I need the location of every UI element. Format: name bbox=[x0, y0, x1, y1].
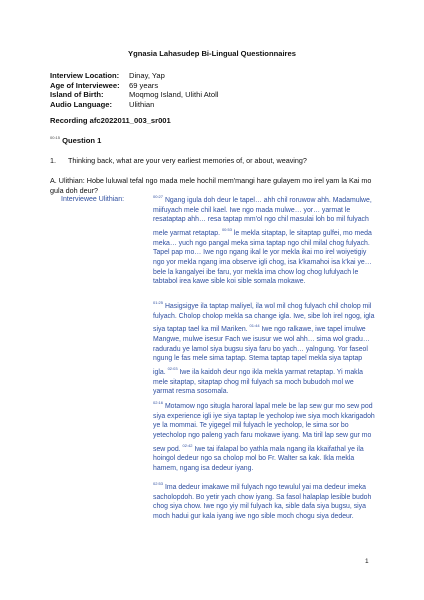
timestamp: 00:53 bbox=[221, 226, 232, 232]
ulithian-question: A. Ulithian: Hobe luluwal tefal ngo mada mele hochil mem'mangi hare gulayem mo irel yam la Kai mo gula doh deur? bbox=[50, 176, 372, 195]
response-text: Iwe ngo ralkawe, iwe tapel imulwe Mangwe, mulwe isesur Fach we isusur we wol ahh… sima wol gradu… raduradu ye lamol siya bugsu siya faru bo yach… yalngung. Yor faseol ngung le fas mele sima taptap. Stema taptap tapel mekla siya taptap igla. bbox=[153, 326, 370, 376]
response-text: Iwe ila kaidoh deur ngo ikla mekla yarmat retaptap. Yi makla mele sitaptap, sitaptap chog mil fulyach sa moch bubudoh mol we yarmat resma sosomala. bbox=[153, 368, 363, 396]
document-title: Ygnasia Lahasudep Bi-Lingual Questionnaires bbox=[128, 49, 296, 58]
meta-value: Moqmog Island, Ulithi Atoll bbox=[129, 90, 219, 100]
speaker-label: Interviewee Ulithian: bbox=[61, 196, 125, 203]
response-text: Motamow ngo situgla haroral lapal mele be lap sew gur mo sew pod siya experience igli iye siya taptap le yecholop iwe siya moch kkarigadoh ye la mommai. Te yigegel mil fulyach le yecholop, le sima sor bo yetecholop ngo paleng yach faru mokawe iyang. Ma tiril lap sew gur mo sew pod. bbox=[153, 403, 375, 453]
meta-row-location bbox=[50, 71, 218, 81]
page-number: 1 bbox=[365, 558, 369, 565]
response-paragraph bbox=[153, 192, 375, 287]
meta-row-age bbox=[50, 81, 218, 91]
timestamp: 01:25 bbox=[153, 300, 164, 305]
timestamp: 00:15 bbox=[50, 135, 61, 140]
recording-id: Recording afc2022011_003_sr001 bbox=[50, 116, 171, 125]
timestamp: 02:03 bbox=[167, 365, 178, 371]
meta-value: 69 years bbox=[129, 80, 159, 90]
response-text: Hasigsigye ila taptap maliyel, ila wol mil chog fulyach chil cholop mil fulyach. Cholop cholop mekla sa change igla. Iwe, sibe loh irel ngog, igla siya taptap tael ka mil Mariken. bbox=[153, 303, 375, 334]
response-paragraph bbox=[153, 298, 375, 397]
response-text: le mekla sitaptap, le sitaptap gulfei, mo meda meka… yuch ngo pangal meka sima taptap ngo chil milal chog fulyach. Tapel pap mo… Iwe ngo ngang ikal le yor mekla ikai mo irel woiyetigiy ngo yor mekla ngang ima observe igli chog, isa k'kamahoi isa k'kai ye… bele la kangalyei ibe faru, yor mekla ima chow log chog lufulyach le tabtabol irea kawe sible koi sible somala mokawe. bbox=[153, 229, 372, 286]
meta-row-language bbox=[50, 100, 218, 110]
meta-label: Age of Interviewee: bbox=[50, 80, 120, 90]
interview-metadata bbox=[50, 71, 218, 109]
timestamp: 02:16 bbox=[153, 400, 164, 405]
meta-value: Ulithian bbox=[129, 99, 155, 109]
timestamp: 02:42 bbox=[182, 442, 193, 448]
question-text bbox=[50, 156, 380, 165]
question-label: Question 1 bbox=[62, 136, 102, 145]
meta-label: Audio Language: bbox=[50, 99, 113, 109]
timestamp: 02:53 bbox=[153, 481, 164, 486]
meta-value: Dinay, Yap bbox=[129, 71, 165, 80]
question-heading bbox=[50, 135, 101, 145]
question-number: 1. bbox=[50, 156, 56, 165]
response-text: Ima dedeur imakawe mil fulyach ngo tewulul yai ma dedeur imeka sacholopdoh. Bo yetir yach chow iyang. Sa fasol halaplap lesible budoh chog siya chow. Iwe ngo yiy mil fulyach ka, sible dafa siya bugsu, siya moch hadui gur kala iyang iwe ngo sible moch chogu siya dedeur. bbox=[153, 484, 372, 520]
response-text: Iwe tai ifalapal bo yathla mala ngang ila kkaifathal ye ila hoingol dedeur ngo sa cholop mol bo Fr. Walter sa kak. Ikla mekla hamem, ngang isa dedeur iyang. bbox=[153, 445, 364, 472]
meta-label: Interview Location: bbox=[50, 71, 120, 80]
meta-row-island bbox=[50, 90, 218, 100]
response-paragraph bbox=[153, 398, 375, 474]
timestamp: 00:27 bbox=[153, 194, 164, 199]
question-body: Thinking back, what are your very earliest memories of, or about, weaving? bbox=[68, 156, 307, 165]
response-paragraph bbox=[153, 479, 375, 522]
meta-label: Island of Birth: bbox=[50, 90, 104, 100]
timestamp: 01:44 bbox=[249, 323, 260, 329]
response-text: Ngang igula doh deur le tapel… ahh chil roruwow ahh. Madamulwe, miifuyach mele chil kael. Iwe ngo mada mulwe… yor… yarmat le resataptap ahh… resa taptap mm'ol ngo chil masulai loh bo mil fulyach mele yarmat retaptap. bbox=[153, 197, 372, 237]
